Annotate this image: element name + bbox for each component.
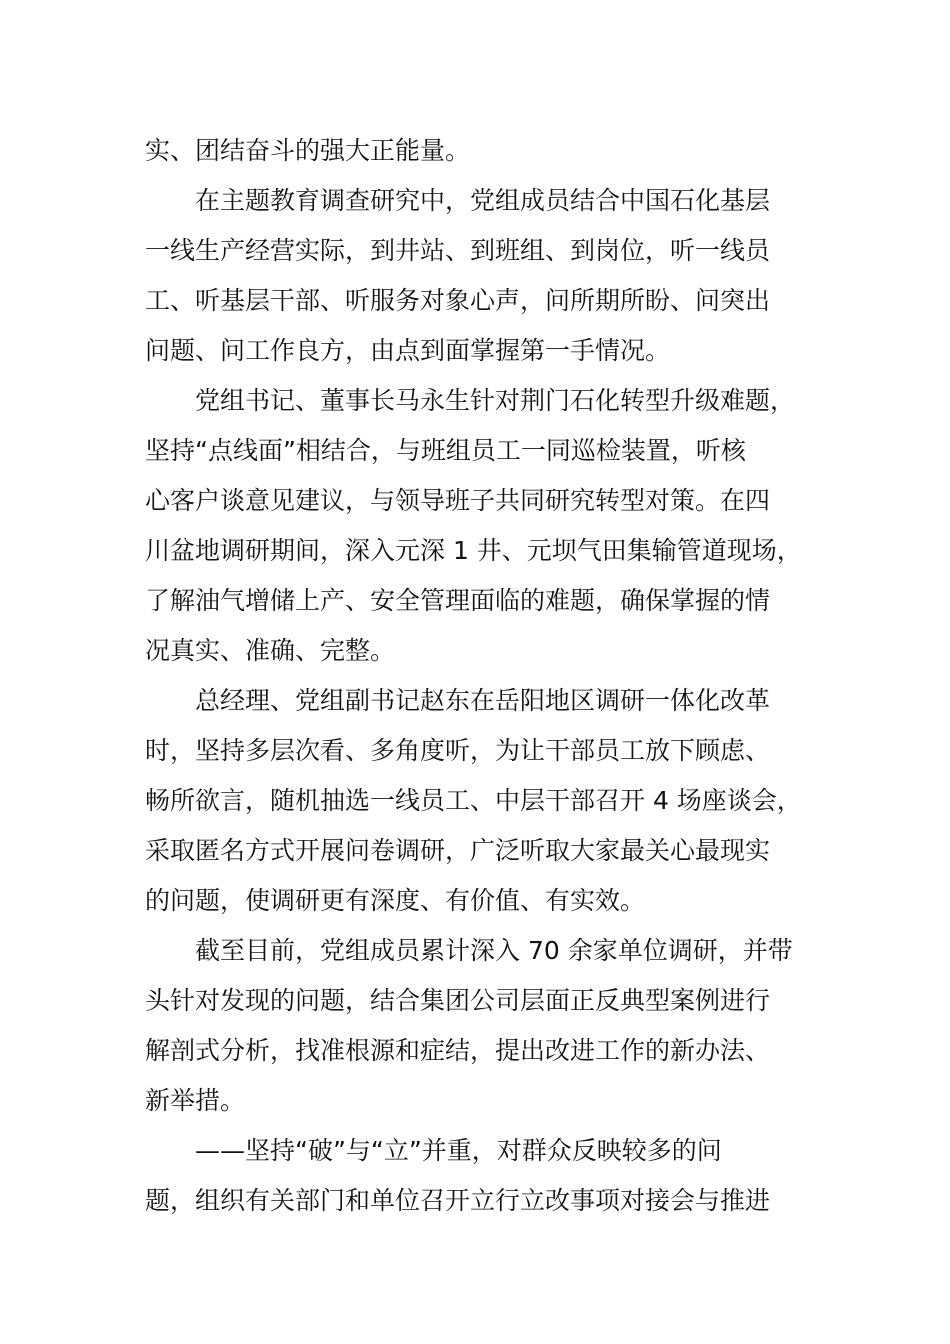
paragraph-5-line-3: 解剖式分析，找准根源和症结，提出改进工作的新办法、 (145, 1036, 771, 1065)
paragraph-3-line-6: 况真实、准确、完整。 (145, 636, 396, 665)
paragraph-3-line-4: 川盆地调研期间，深入元深 1 井、元坝气田集输管道现场， (145, 536, 802, 565)
paragraph-3-line-3: 心客户谈意见建议，与领导班子共同研究转型对策。在四 (145, 486, 771, 515)
paragraph-3-line-1: 党组书记、董事长马永生针对荆门石化转型升级难题， (195, 386, 796, 415)
paragraph-6-line-1: ——坚持“破”与“立”并重，对群众反映较多的问 (195, 1136, 722, 1165)
paragraph-2-line-3: 工、听基层干部、听服务对象心声，问所期所盼、问突出 (145, 286, 771, 315)
paragraph-4-line-3: 畅所欲言，随机抽选一线员工、中层干部召开 4 场座谈会， (145, 786, 802, 815)
text-line-1: 实、团结奋斗的强大正能量。 (145, 136, 471, 165)
paragraph-4-line-5: 的问题，使调研更有深度、有价值、有实效。 (145, 886, 646, 915)
paragraph-3-line-5: 了解油气增储上产、安全管理面临的难题，确保掌握的情 (145, 586, 771, 615)
paragraph-5-line-1: 截至目前，党组成员累计深入 70 余家单位调研，并带 (195, 936, 793, 965)
paragraph-4-line-1: 总经理、党组副书记赵东在岳阳地区调研一体化改革 (195, 686, 771, 715)
paragraph-6-line-2: 题，组织有关部门和单位召开立行立改事项对接会与推进 (145, 1186, 771, 1215)
paragraph-4-line-2: 时，坚持多层次看、多角度听，为让干部员工放下顾虑、 (145, 736, 771, 765)
paragraph-2-line-1: 在主题教育调查研究中，党组成员结合中国石化基层 (195, 186, 771, 215)
paragraph-2-line-2: 一线生产经营实际，到井站、到班组、到岗位，听一线员 (145, 236, 771, 265)
paragraph-4-line-4: 采取匿名方式开展问卷调研，广泛听取大家最关心最现实 (145, 836, 771, 865)
paragraph-5-line-2: 头针对发现的问题，结合集团公司层面正反典型案例进行 (145, 986, 771, 1015)
paragraph-3-line-2: 坚持“点线面”相结合，与班组员工一同巡检装置，听核 (145, 436, 746, 465)
paragraph-2-line-4: 问题、问工作良方，由点到面掌握第一手情况。 (145, 336, 671, 365)
paragraph-5-line-4: 新举措。 (145, 1086, 246, 1115)
